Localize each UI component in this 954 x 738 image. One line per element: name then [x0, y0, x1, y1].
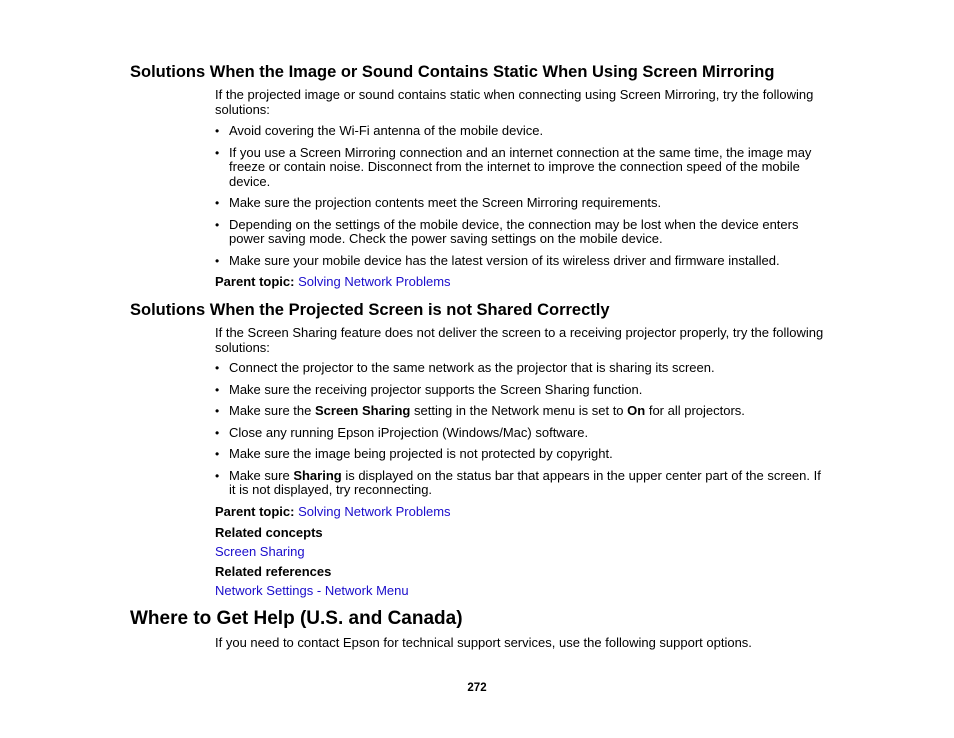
list-item: • Make sure the projection contents meet the Screen Mirroring requirements.: [215, 196, 825, 211]
list-item: • Make sure your mobile device has the latest version of its wireless driver and firmware installed.: [215, 254, 825, 269]
section-heading-static: Solutions When the Image or Sound Contains Static When Using Screen Mirroring: [130, 63, 775, 81]
related-references-link[interactable]: Network Settings - Network Menu: [215, 582, 409, 598]
list-item: • Connect the projector to the same network as the projector that is sharing its screen.: [215, 361, 825, 376]
list-item: [215, 404, 825, 419]
intro-paragraph: If you need to contact Epson for technical support services, use the following support options.: [215, 635, 752, 650]
list-text: is displayed on the status bar that appears in the upper center part of the screen. If it is not displayed, try reconnecting.: [229, 467, 821, 497]
list-item: • Depending on the settings of the mobile device, the connection may be lost when the device enters power saving mode. Check the power saving settings on the mobile device.: [215, 218, 825, 247]
list-item: [215, 469, 825, 498]
setting-value: On: [627, 403, 646, 418]
parent-topic-link[interactable]: Solving Network Problems: [298, 274, 451, 289]
list-text: setting in the Network menu is set to: [410, 403, 628, 418]
list-text: Make sure: [229, 467, 294, 483]
section-heading-help: Where to Get Help (U.S. and Canada): [130, 608, 463, 629]
solutions-list: [215, 361, 825, 498]
related-references-label: Related references: [215, 564, 332, 579]
solutions-list: [215, 124, 825, 268]
list-item: • Avoid covering the Wi-Fi antenna of the mobile device.: [215, 124, 825, 139]
parent-topic-label: Parent topic:: [215, 503, 295, 519]
list-text: Make sure the: [229, 403, 315, 418]
status-name: Sharing: [293, 467, 342, 483]
parent-topic-link[interactable]: Solving Network Problems: [298, 503, 451, 519]
section-body-static: [215, 88, 825, 290]
section-body-help: [215, 636, 825, 651]
parent-topic-label: Parent topic:: [215, 274, 295, 289]
list-text: for all projectors.: [645, 403, 745, 418]
list-item: • Close any running Epson iProjection (Windows/Mac) software.: [215, 426, 825, 441]
setting-name: Screen Sharing: [315, 403, 411, 418]
section-heading-sharing: Solutions When the Projected Screen is not Shared Correctly: [130, 301, 610, 319]
intro-paragraph: If the Screen Sharing feature does not deliver the screen to a receiving projector properly, try the following solutions:: [215, 325, 824, 355]
list-item: • If you use a Screen Mirroring connection and an internet connection at the same time, the image may freeze or contain noise. Disconnect from the internet to improve the connection speed of the mobile device.: [215, 146, 825, 190]
intro-paragraph: If the projected image or sound contains static when connecting using Screen Mirroring, try the following solutions:: [215, 87, 814, 117]
list-item: • Make sure the receiving projector supports the Screen Sharing function.: [215, 383, 825, 398]
section-body-sharing: [215, 326, 825, 598]
parent-topic: [215, 275, 825, 290]
list-item: • Make sure the image being projected is not protected by copyright.: [215, 447, 825, 462]
related-concepts-link[interactable]: Screen Sharing: [215, 543, 305, 559]
parent-topic: [215, 505, 825, 520]
page-number: 272: [467, 682, 487, 694]
related-concepts-label: Related concepts: [215, 525, 323, 540]
